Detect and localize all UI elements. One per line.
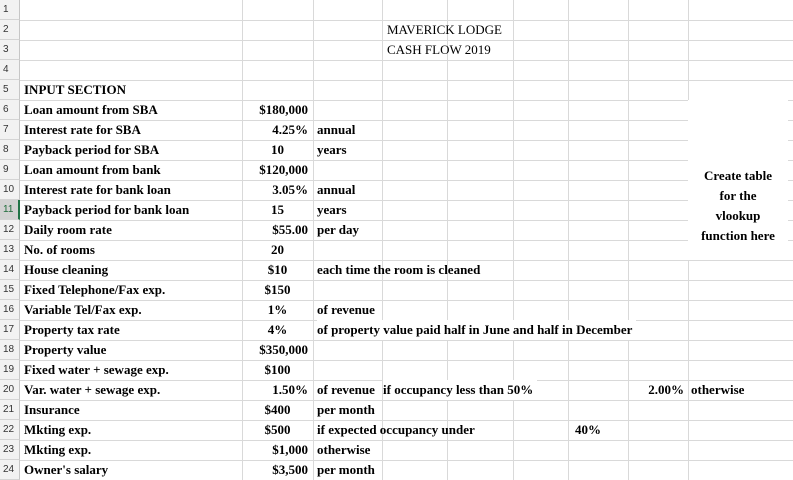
row-header[interactable]: 13 [0, 240, 20, 260]
input-value[interactable]: $180,000 [259, 102, 308, 117]
row-header-selected[interactable]: 11 [0, 200, 20, 220]
row-header[interactable]: 19 [0, 360, 20, 380]
input-note[interactable]: otherwise [317, 442, 371, 457]
input-value[interactable]: 20 [271, 242, 284, 257]
input-label[interactable]: Insurance [24, 402, 80, 417]
row-header[interactable]: 5 [0, 80, 20, 100]
input-note[interactable]: annual [317, 122, 356, 137]
section-title[interactable]: INPUT SECTION [24, 82, 126, 97]
row-line [20, 340, 793, 341]
input-label[interactable]: Variable Tel/Fax exp. [24, 302, 142, 317]
input-value[interactable]: $400 [264, 402, 291, 417]
input-value[interactable]: 1% [267, 302, 288, 317]
input-note[interactable]: each time the room is cleaned [317, 262, 481, 277]
row-header[interactable]: 2 [0, 20, 20, 40]
input-label[interactable]: Mkting exp. [24, 422, 92, 437]
input-label[interactable]: Interest rate for SBA [24, 122, 141, 137]
row-header[interactable]: 3 [0, 40, 20, 60]
input-value[interactable]: 3.05% [272, 182, 308, 197]
input-label[interactable]: Fixed water + sewage exp. [24, 362, 169, 377]
input-note[interactable]: per month [317, 462, 375, 477]
vlookup-note-line: vlookup [715, 208, 761, 223]
input-value[interactable]: $350,000 [259, 342, 308, 357]
input-value[interactable]: $150 [264, 282, 291, 297]
input-note[interactable]: years [317, 202, 347, 217]
input-label[interactable]: House cleaning [24, 262, 109, 277]
row-header[interactable]: 8 [0, 140, 20, 160]
input-note[interactable]: of revenue [317, 382, 375, 397]
input-note[interactable]: years [317, 142, 347, 157]
sheet-subtitle[interactable]: CASH FLOW 2019 [387, 42, 491, 57]
row-header[interactable]: 12 [0, 220, 20, 240]
row-line [20, 240, 793, 241]
row-header[interactable]: 4 [0, 60, 20, 80]
input-label[interactable]: Loan amount from bank [24, 162, 161, 177]
row-line [20, 80, 793, 81]
row-header[interactable]: 20 [0, 380, 20, 400]
input-note[interactable]: of revenue [317, 302, 375, 317]
row-header[interactable]: 21 [0, 400, 20, 420]
input-value[interactable]: 1.50% [272, 382, 308, 397]
input-label[interactable]: Interest rate for bank loan [24, 182, 171, 197]
vlookup-note-line: function here [701, 228, 775, 243]
row-header[interactable]: 14 [0, 260, 20, 280]
water-condition[interactable]: if occupancy less than 50% [383, 380, 537, 400]
row-header[interactable]: 9 [0, 160, 20, 180]
row-line [20, 460, 793, 461]
water-alt-rate[interactable]: 2.00% [648, 382, 684, 397]
input-value[interactable]: $3,500 [272, 462, 308, 477]
input-label[interactable]: Payback period for bank loan [24, 202, 190, 217]
input-label[interactable]: Var. water + sewage exp. [24, 382, 161, 397]
input-label[interactable]: Mkting exp. [24, 442, 92, 457]
input-value[interactable]: 4% [267, 322, 288, 337]
input-label[interactable]: Loan amount from SBA [24, 102, 158, 117]
input-note[interactable]: of property value paid half in June and half in December [317, 320, 636, 340]
vlookup-note-line: Create table [704, 168, 772, 183]
sheet-title[interactable]: MAVERICK LODGE [387, 22, 502, 37]
row-header[interactable]: 16 [0, 300, 20, 320]
input-value[interactable]: 4.25% [272, 122, 308, 137]
input-note[interactable]: if expected occupancy under [317, 422, 475, 437]
row-line [20, 60, 793, 61]
mkting-threshold[interactable]: 40% [575, 422, 601, 437]
row-header[interactable]: 6 [0, 100, 20, 120]
input-note[interactable]: per month [317, 402, 375, 417]
row-header[interactable]: 1 [0, 0, 20, 20]
input-label[interactable]: Payback period for SBA [24, 142, 160, 157]
vlookup-note-line: for the [719, 188, 757, 203]
water-otherwise[interactable]: otherwise [691, 382, 745, 397]
input-value[interactable]: $1,000 [272, 442, 308, 457]
row-header[interactable]: 15 [0, 280, 20, 300]
row-header[interactable]: 18 [0, 340, 20, 360]
row-line [20, 400, 793, 401]
row-header[interactable]: 24 [0, 460, 20, 480]
input-value[interactable]: $55.00 [272, 222, 308, 237]
row-header[interactable]: 23 [0, 440, 20, 460]
input-note[interactable]: annual [317, 182, 356, 197]
input-value[interactable]: $100 [264, 362, 291, 377]
row-header[interactable]: 7 [0, 120, 20, 140]
input-value[interactable]: $10 [267, 262, 288, 277]
input-label[interactable]: Owner's salary [24, 462, 109, 477]
input-label[interactable]: Fixed Telephone/Fax exp. [24, 282, 166, 297]
input-label[interactable]: No. of rooms [24, 242, 95, 257]
input-value[interactable]: $120,000 [259, 162, 308, 177]
row-header[interactable]: 17 [0, 320, 20, 340]
input-label[interactable]: Property value [24, 342, 107, 357]
row-line [20, 440, 793, 441]
row-header[interactable]: 22 [0, 420, 20, 440]
input-value[interactable]: 15 [271, 202, 284, 217]
input-value[interactable]: $500 [264, 422, 291, 437]
row-line [20, 220, 793, 221]
row-header[interactable]: 10 [0, 180, 20, 200]
input-label[interactable]: Property tax rate [24, 322, 120, 337]
input-value[interactable]: 10 [271, 142, 284, 157]
input-note[interactable]: per day [317, 222, 360, 237]
input-label[interactable]: Daily room rate [24, 222, 112, 237]
